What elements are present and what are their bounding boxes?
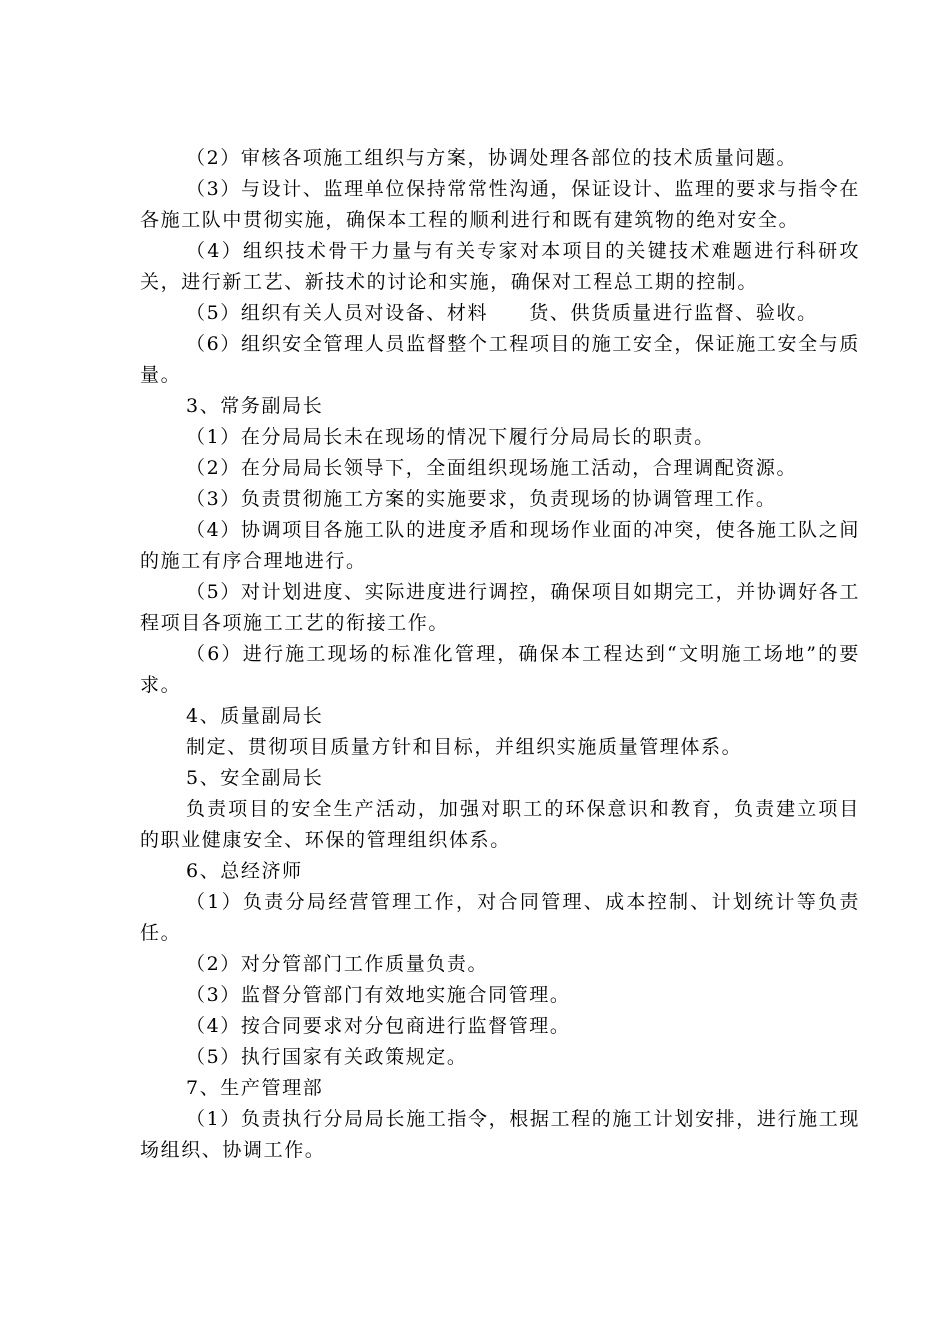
section-heading: 5、安全副局长	[186, 767, 324, 789]
paragraph: （4）组织技术骨干力量与有关专家对本项目的关键技术难题进行科研攻关，进行新工艺、新技术的讨论和实施，确保对工程总工期的控制。	[140, 240, 860, 293]
paragraph: （2）在分局局长领导下，全面组织现场施工活动，合理调配资源。	[186, 457, 798, 479]
paragraph: （2）对分管部门工作质量负责。	[186, 953, 489, 975]
paragraph: （1）负责执行分局局长施工指令，根据工程的施工计划安排，进行施工现场组织、协调工作。	[140, 1108, 860, 1161]
paragraph: （6）进行施工现场的标准化管理，确保本工程达到“文明施工场地”的要求。	[140, 643, 860, 696]
section-heading: 3、常务副局长	[186, 395, 324, 417]
paragraph: （5）执行国家有关政策规定。	[186, 1046, 468, 1068]
paragraph: （4）按合同要求对分包商进行监督管理。	[186, 1015, 571, 1037]
paragraph: （5）对计划进度、实际进度进行调控，确保项目如期完工，并协调好各工程项目各项施工工艺的衔接工作。	[140, 581, 860, 634]
paragraph: （2）审核各项施工组织与方案，协调处理各部位的技术质量问题。	[186, 147, 798, 169]
paragraph: （1）在分局局长未在现场的情况下履行分局局长的职责。	[186, 426, 715, 448]
paragraph: （4）协调项目各施工队的进度矛盾和现场作业面的冲突，使各施工队之间的施工有序合理地进行。	[140, 519, 860, 572]
section-heading: 6、总经济师	[186, 860, 303, 882]
paragraph: （1）负责分局经营管理工作，对合同管理、成本控制、计划统计等负责任。	[140, 891, 860, 944]
paragraph: 制定、贯彻项目质量方针和目标，并组织实施质量管理体系。	[186, 736, 743, 758]
paragraph: 负责项目的安全生产活动，加强对职工的环保意识和教育，负责建立项目的职业健康安全、环保的管理组织体系。	[140, 798, 860, 851]
paragraph: （3）监督分管部门有效地实施合同管理。	[186, 984, 571, 1006]
paragraph: （3）负责贯彻施工方案的实施要求，负责现场的协调管理工作。	[186, 488, 777, 510]
paragraph: （6）组织安全管理人员监督整个工程项目的施工安全，保证施工安全与质量。	[140, 333, 860, 386]
document-body	[140, 143, 860, 1166]
paragraph: （3）与设计、监理单位保持常常性沟通，保证设计、监理的要求与指令在各施工队中贯彻实施，确保本工程的顺利进行和既有建筑物的绝对安全。	[140, 178, 860, 231]
section-heading: 7、生产管理部	[186, 1077, 324, 1099]
section-heading: 4、质量副局长	[186, 705, 324, 727]
paragraph: （5）组织有关人员对设备、材料 货、供货质量进行监督、验收。	[186, 302, 818, 324]
